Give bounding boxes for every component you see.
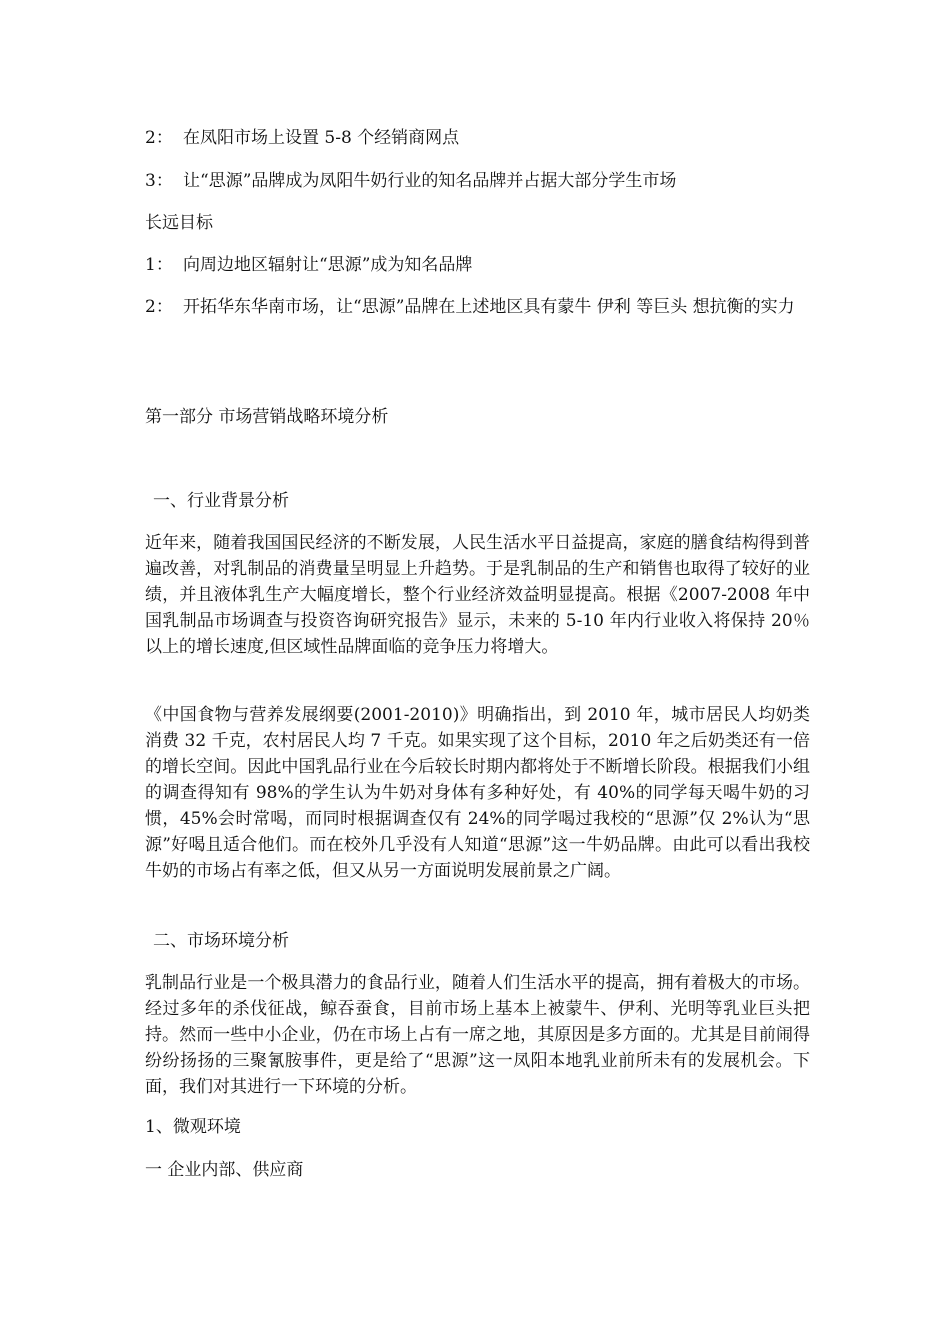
long-term-item-1 [145, 252, 810, 278]
market-paragraph-1: 乳制品行业是一个极具潜力的食品行业，随着人们生活水平的提高，拥有着极大的市场。经过多年的杀伐征战，鲸吞蚕食，目前市场上基本上被蒙牛、伊利、光明等乳业巨头把持。然而一些中小企业，仍在市场上占有一席之地，其原因是多方面的。尤其是目前闹得纷纷扬扬的三聚氰胺事件，更是给了“思源”这一凤阳本地乳业前所未有的发展机会。下面，我们对其进行一下环境的分析。 [145, 973, 810, 1097]
long-term-item-1-number: 1： [145, 255, 173, 275]
micro-environment-subheading: 一 企业内部、供应商 [145, 1160, 304, 1180]
goal-item-3 [145, 168, 810, 194]
goal-item-2-text: 在凤阳市场上设置 5-8 个经销商网点 [183, 128, 460, 148]
industry-paragraph-2: 《中国食物与营养发展纲要(2001-2010)》明确指出，到 2010 年，城市居民人均奶类消费 32 千克，农村居民人均 7 千克。如果实现了这个目标，2010 年之后奶类还有一倍的增长空间。因此中国乳品行业在今后较长时期内都将处于不断增长阶段。根据我们小组的调查得知有 98%的学生认为牛奶对身体有多种好处，有 40%的同学每天喝牛奶的习惯，45%会时常喝，而同时根据调查仅有 24%的同学喝过我校的“思源”仅 2%认为“思源”好喝且适合他们。而在校外几乎没有人知道“思源”这一牛奶品牌。由此可以看出我校牛奶的市场占有率之低，但又从另一方面说明发展前景之广阔。 [145, 705, 810, 881]
goal-item-2 [145, 125, 810, 151]
long-term-heading: 长远目标 [145, 213, 213, 233]
goal-item-2-number: 2： [145, 128, 173, 148]
part-title: 第一部分 市场营销战略环境分析 [145, 407, 389, 427]
section-heading-industry: 一、行业背景分析 [153, 491, 289, 511]
long-term-item-1-text: 向周边地区辐射让“思源”成为知名品牌 [183, 255, 473, 275]
industry-paragraph-1: 近年来，随着我国国民经济的不断发展，人民生活水平日益提高，家庭的膳食结构得到普遍改善，对乳制品的消费量呈明显上升趋势。于是乳制品的生产和销售也取得了较好的业绩，并且液体乳生产大幅度增长，整个行业经济效益明显提高。根据《2007-2008 年中国乳制品市场调查与投资咨询研究报告》显示，未来的 5-10 年内行业收入将保持 20％以上的增长速度,但区域性品牌面临的竞争压力将增大。 [145, 533, 810, 657]
goal-item-3-number: 3： [145, 171, 173, 191]
long-term-item-2-text: 开拓华东华南市场，让“思源”品牌在上述地区具有蒙牛 伊利 等巨头 想抗衡的实力 [183, 297, 795, 317]
section-heading-market: 二、市场环境分析 [153, 931, 289, 951]
goal-item-3-text: 让“思源”品牌成为凤阳牛奶行业的知名品牌并占据大部分学生市场 [183, 171, 677, 191]
long-term-item-2 [145, 294, 810, 320]
long-term-item-2-number: 2： [145, 297, 173, 317]
micro-environment-heading: 1、微观环境 [145, 1117, 241, 1137]
